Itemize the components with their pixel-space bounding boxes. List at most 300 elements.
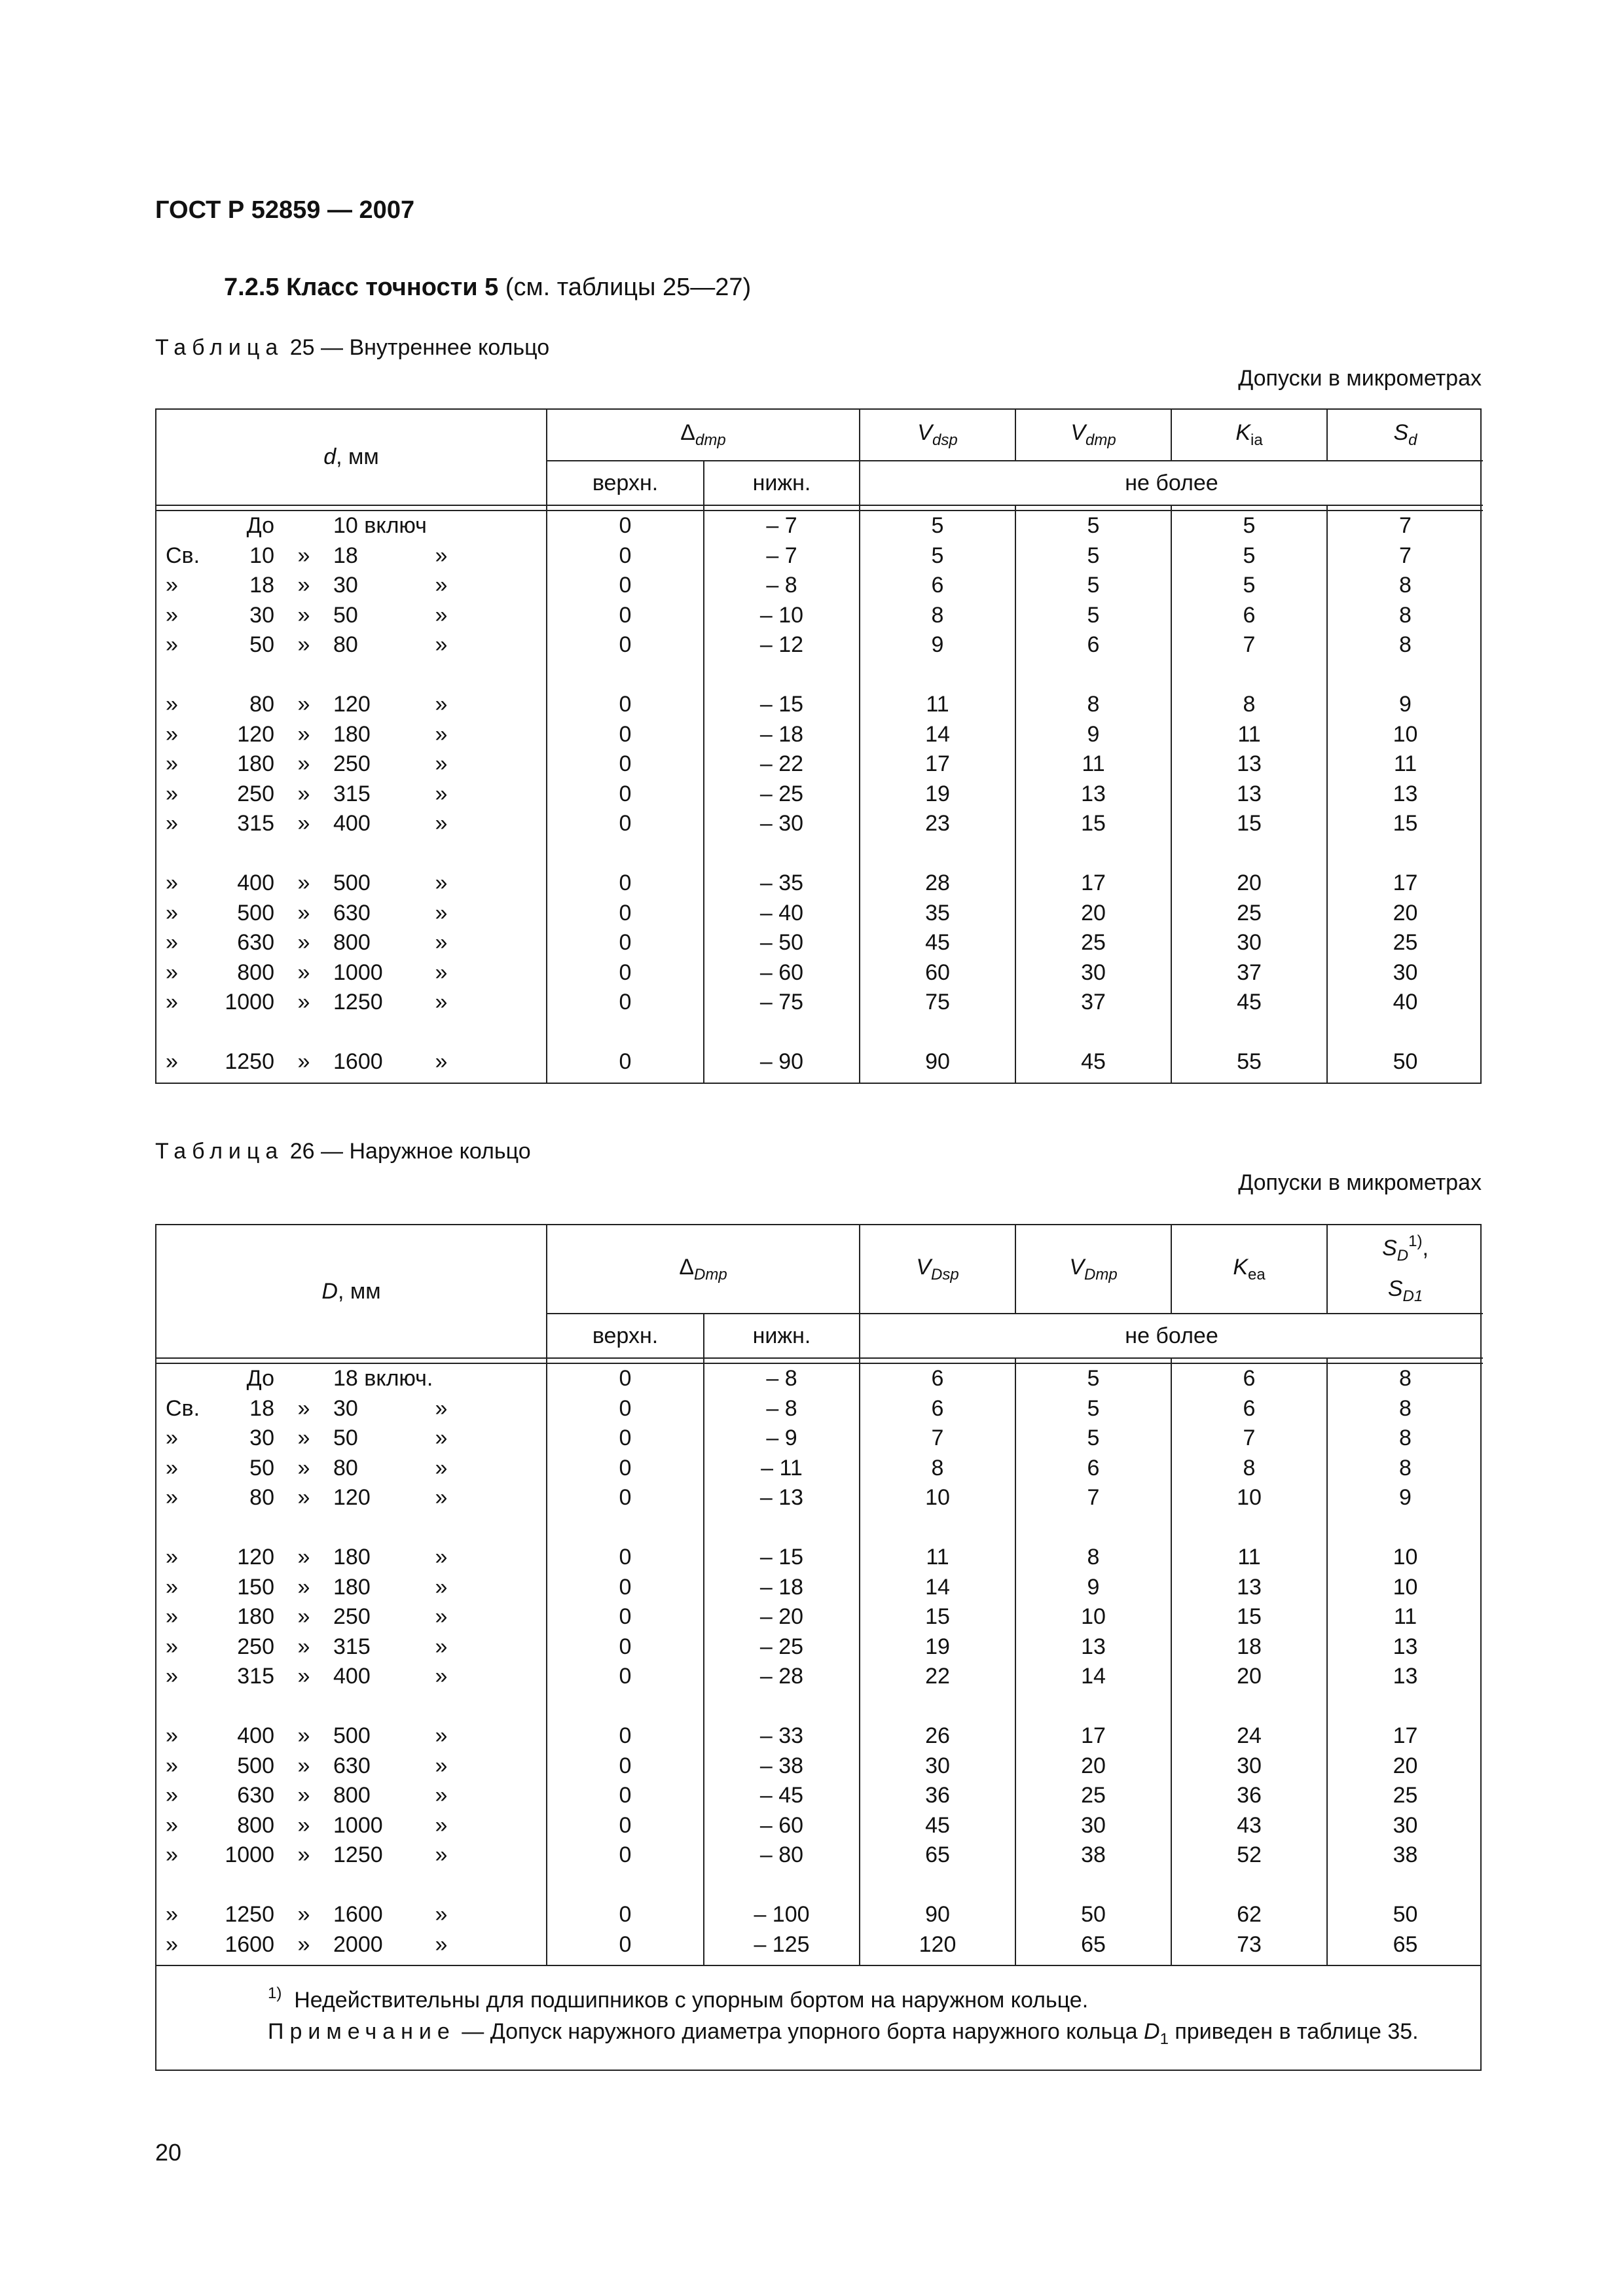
upper-deviation-cell: 0 bbox=[547, 1662, 704, 1692]
size-range-cell bbox=[156, 571, 547, 601]
section-title-rest: (см. таблицы 25—27) bbox=[505, 274, 752, 301]
size-to: 80 bbox=[333, 632, 358, 657]
face-runout-cell: 7 bbox=[1399, 513, 1412, 539]
size-p: » bbox=[166, 811, 178, 836]
v-mp-cell: 20 bbox=[1015, 899, 1171, 929]
v-mp-cell: 15 bbox=[1015, 809, 1171, 839]
runout-cell: 6 bbox=[1171, 601, 1327, 631]
runout-cell: 5 bbox=[1171, 571, 1327, 601]
table-note: Примечание — Допуск наружного диаметра упорного борта наружного кольца $D_1$ приведен в таблице 35. bbox=[268, 2019, 1419, 2048]
size-c: » bbox=[435, 1485, 448, 1510]
size-q: » bbox=[297, 870, 310, 895]
table-row bbox=[156, 988, 1483, 1018]
col-header-s-d: $S_d$ bbox=[1327, 410, 1483, 461]
size-c: » bbox=[435, 870, 448, 895]
upper-deviation-cell: 0 bbox=[547, 749, 704, 780]
lower-deviation-cell: – 28 bbox=[704, 1662, 860, 1692]
v-mp-cell: 8 bbox=[1015, 690, 1171, 720]
v-sp-cell: 14 bbox=[860, 1573, 1015, 1603]
col-header-size: d, мм bbox=[156, 410, 547, 505]
v-mp-cell: 13 bbox=[1015, 1632, 1171, 1662]
runout-cell: 62 bbox=[1171, 1900, 1327, 1930]
col-header-max: не более bbox=[860, 461, 1483, 505]
size-f: 630 bbox=[237, 930, 274, 955]
v-sp-cell: 23 bbox=[860, 809, 1015, 839]
size-to: 80 bbox=[333, 1455, 358, 1480]
runout-cell: 30 bbox=[1171, 1751, 1327, 1782]
face-runout-cell: 11 bbox=[1393, 1604, 1417, 1630]
v-mp-cell: 17 bbox=[1015, 1721, 1171, 1751]
upper-deviation-cell: 0 bbox=[547, 1840, 704, 1871]
v-sp-cell: 36 bbox=[860, 1781, 1015, 1811]
size-to: 1600 bbox=[333, 1049, 383, 1074]
size-c: » bbox=[435, 573, 448, 598]
size-q: » bbox=[297, 960, 310, 985]
size-to: 180 bbox=[333, 1574, 371, 1600]
face-runout-cell: 17 bbox=[1393, 1723, 1418, 1749]
runout-cell: 6 bbox=[1171, 1363, 1327, 1394]
col-header-upper: верхн. bbox=[547, 461, 704, 505]
size-c: » bbox=[435, 811, 448, 836]
runout-cell: 24 bbox=[1171, 1721, 1327, 1751]
lower-deviation-cell: – 10 bbox=[704, 601, 860, 631]
section-title-bold: Класс точности 5 bbox=[286, 274, 499, 301]
v-mp-cell: 5 bbox=[1015, 571, 1171, 601]
size-p: » bbox=[166, 1604, 178, 1629]
face-runout-cell: 8 bbox=[1399, 573, 1412, 598]
v-sp-cell: 19 bbox=[860, 1632, 1015, 1662]
size-c: » bbox=[435, 1545, 448, 1570]
runout-cell: 6 bbox=[1171, 1394, 1327, 1424]
size-range-cell bbox=[156, 988, 547, 1018]
group-spacer bbox=[156, 1692, 1483, 1722]
col-header-k-ea: $K_{ea}$ bbox=[1171, 1225, 1327, 1314]
size-c: » bbox=[435, 692, 448, 717]
face-runout-cell: 9 bbox=[1399, 1485, 1412, 1511]
size-q: » bbox=[297, 1753, 310, 1778]
size-to: 630 bbox=[333, 900, 371, 925]
v-sp-cell: 6 bbox=[860, 571, 1015, 601]
runout-cell: 11 bbox=[1171, 1543, 1327, 1573]
size-p: » bbox=[166, 1485, 178, 1510]
size-p: » bbox=[166, 573, 178, 598]
group-spacer bbox=[156, 660, 1483, 691]
size-c: » bbox=[435, 1753, 448, 1778]
page-number: 20 bbox=[155, 2139, 182, 2166]
group-spacer bbox=[156, 1018, 1483, 1048]
size-p: » bbox=[166, 1634, 178, 1659]
runout-cell: 52 bbox=[1171, 1840, 1327, 1871]
size-range-cell bbox=[156, 1900, 547, 1930]
size-range-cell bbox=[156, 690, 547, 720]
col-header-k-ia: $K_{ia}$ bbox=[1171, 410, 1327, 461]
upper-deviation-cell: 0 bbox=[547, 1424, 704, 1454]
size-to: 180 bbox=[333, 721, 371, 747]
table-row bbox=[156, 1751, 1483, 1782]
v-mp-cell: 20 bbox=[1015, 1751, 1171, 1782]
size-f: 400 bbox=[237, 1723, 274, 1748]
upper-deviation-cell: 0 bbox=[547, 1047, 704, 1077]
size-p: » bbox=[166, 1783, 178, 1808]
table-row bbox=[156, 720, 1483, 750]
col-header-s-d: $S_D^{1)}$, $S_{D1}$ bbox=[1327, 1225, 1483, 1314]
size-q: » bbox=[297, 543, 310, 568]
v-sp-cell: 90 bbox=[860, 1900, 1015, 1930]
runout-cell: 55 bbox=[1171, 1047, 1327, 1077]
size-range-cell bbox=[156, 630, 547, 660]
size-p: » bbox=[166, 1545, 178, 1570]
v-sp-cell: 10 bbox=[860, 1483, 1015, 1513]
upper-deviation-cell: 0 bbox=[547, 988, 704, 1018]
runout-cell: 7 bbox=[1171, 1424, 1327, 1454]
size-q: » bbox=[297, 602, 310, 628]
runout-cell: 15 bbox=[1171, 809, 1327, 839]
v-sp-cell: 11 bbox=[860, 1543, 1015, 1573]
table-26-units: Допуски в микрометрах bbox=[1238, 1170, 1482, 1195]
table-25-caption-label: Таблица bbox=[155, 335, 284, 360]
size-f: 18 bbox=[249, 573, 274, 598]
runout-cell: 5 bbox=[1171, 541, 1327, 571]
v-sp-cell: 6 bbox=[860, 1394, 1015, 1424]
v-sp-cell: 45 bbox=[860, 1811, 1015, 1841]
size-range-cell bbox=[156, 1840, 547, 1871]
runout-cell: 20 bbox=[1171, 1662, 1327, 1692]
table-26 bbox=[155, 1224, 1482, 2071]
lower-deviation-cell: – 7 bbox=[704, 511, 860, 541]
size-to: 18 включ. bbox=[333, 1366, 433, 1391]
v-mp-cell: 14 bbox=[1015, 1662, 1171, 1692]
lower-deviation-cell: – 45 bbox=[704, 1781, 860, 1811]
lower-deviation-cell: – 18 bbox=[704, 1573, 860, 1603]
runout-cell: 45 bbox=[1171, 988, 1327, 1018]
table-row bbox=[156, 1632, 1483, 1662]
size-p: » bbox=[166, 1812, 178, 1838]
size-c: » bbox=[435, 1723, 448, 1748]
size-f: 315 bbox=[237, 811, 274, 836]
size-to: 30 bbox=[333, 1395, 358, 1421]
col-header-lower: нижн. bbox=[704, 1314, 860, 1358]
size-f: 250 bbox=[237, 1634, 274, 1659]
size-c: » bbox=[435, 1902, 448, 1927]
size-to: 2000 bbox=[333, 1931, 383, 1957]
size-c: » bbox=[435, 632, 448, 657]
size-f: 30 bbox=[249, 1426, 274, 1450]
size-q: » bbox=[297, 811, 310, 836]
table-row bbox=[156, 928, 1483, 958]
size-f: 50 bbox=[249, 632, 274, 657]
table-row bbox=[156, 601, 1483, 631]
col-header-max: не более bbox=[860, 1314, 1483, 1358]
size-range-cell bbox=[156, 1454, 547, 1484]
table-row bbox=[156, 899, 1483, 929]
size-range-cell bbox=[156, 1047, 547, 1077]
size-q: » bbox=[297, 1931, 310, 1957]
upper-deviation-cell: 0 bbox=[547, 1811, 704, 1841]
size-p: » bbox=[166, 870, 178, 895]
upper-deviation-cell: 0 bbox=[547, 690, 704, 720]
size-range-cell bbox=[156, 511, 547, 541]
size-c: » bbox=[435, 1664, 448, 1689]
upper-deviation-cell: 0 bbox=[547, 1483, 704, 1513]
lower-deviation-cell: – 12 bbox=[704, 630, 860, 660]
v-sp-cell: 19 bbox=[860, 780, 1015, 810]
face-runout-cell: 17 bbox=[1393, 870, 1418, 896]
table-row bbox=[156, 1424, 1483, 1454]
upper-deviation-cell: 0 bbox=[547, 571, 704, 601]
size-c: » bbox=[435, 1812, 448, 1838]
face-runout-cell: 8 bbox=[1399, 1455, 1412, 1480]
v-mp-cell: 13 bbox=[1015, 780, 1171, 810]
col-header-size: D, мм bbox=[156, 1225, 547, 1358]
size-f: 800 bbox=[237, 1812, 274, 1838]
v-mp-cell: 6 bbox=[1015, 630, 1171, 660]
size-to: 18 bbox=[333, 543, 358, 568]
lower-deviation-cell: – 60 bbox=[704, 1811, 860, 1841]
table-bottom-padding bbox=[156, 1077, 1483, 1083]
size-q: » bbox=[297, 1812, 310, 1838]
v-sp-cell: 35 bbox=[860, 899, 1015, 929]
size-p: » bbox=[166, 1664, 178, 1689]
size-p: Св. bbox=[166, 543, 200, 568]
table-row bbox=[156, 1662, 1483, 1692]
v-mp-cell: 10 bbox=[1015, 1602, 1171, 1632]
size-to: 30 bbox=[333, 573, 358, 598]
upper-deviation-cell: 0 bbox=[547, 601, 704, 631]
size-range-cell bbox=[156, 1662, 547, 1692]
size-q: » bbox=[297, 1545, 310, 1570]
size-f: 10 bbox=[249, 543, 274, 568]
v-mp-cell: 50 bbox=[1015, 1900, 1171, 1930]
size-q: » bbox=[297, 1574, 310, 1600]
size-q: » bbox=[297, 1049, 310, 1074]
runout-cell: 18 bbox=[1171, 1632, 1327, 1662]
runout-cell: 5 bbox=[1171, 511, 1327, 541]
v-sp-cell: 30 bbox=[860, 1751, 1015, 1782]
col-header-v-dmp: $V_{dmp}$ bbox=[1015, 410, 1171, 461]
size-f: 1600 bbox=[225, 1931, 274, 1957]
runout-cell: 8 bbox=[1171, 1454, 1327, 1484]
size-range-cell bbox=[156, 899, 547, 929]
upper-deviation-cell: 0 bbox=[547, 1454, 704, 1484]
size-f: 500 bbox=[237, 900, 274, 925]
face-runout-cell: 30 bbox=[1393, 1812, 1418, 1838]
size-f: 180 bbox=[237, 751, 274, 776]
size-range-cell bbox=[156, 749, 547, 780]
size-q: » bbox=[297, 781, 310, 806]
size-p: » bbox=[166, 1902, 178, 1927]
runout-cell: 43 bbox=[1171, 1811, 1327, 1841]
size-q: » bbox=[297, 1485, 310, 1510]
table-row bbox=[156, 1781, 1483, 1811]
size-range-cell bbox=[156, 1781, 547, 1811]
upper-deviation-cell: 0 bbox=[547, 1602, 704, 1632]
runout-cell: 73 bbox=[1171, 1930, 1327, 1960]
v-mp-cell: 30 bbox=[1015, 1811, 1171, 1841]
size-q: » bbox=[297, 692, 310, 717]
table-25-units: Допуски в микрометрах bbox=[1238, 366, 1482, 391]
size-c: » bbox=[435, 1395, 448, 1421]
table-row bbox=[156, 1573, 1483, 1603]
table-row bbox=[156, 1483, 1483, 1513]
size-q: » bbox=[297, 1604, 310, 1629]
v-sp-cell: 26 bbox=[860, 1721, 1015, 1751]
size-range-cell bbox=[156, 1721, 547, 1751]
size-q: » bbox=[297, 900, 310, 925]
size-c: » bbox=[435, 1049, 448, 1074]
table-row bbox=[156, 690, 1483, 720]
size-range-cell bbox=[156, 958, 547, 988]
size-q: » bbox=[297, 751, 310, 776]
size-to: 1250 bbox=[333, 1842, 383, 1867]
size-c: » bbox=[435, 930, 448, 955]
size-to: 400 bbox=[333, 811, 371, 836]
size-q: » bbox=[297, 930, 310, 955]
table-row bbox=[156, 1900, 1483, 1930]
group-spacer bbox=[156, 1513, 1483, 1543]
size-range-cell bbox=[156, 1930, 547, 1960]
runout-cell: 11 bbox=[1171, 720, 1327, 750]
lower-deviation-cell: – 13 bbox=[704, 1483, 860, 1513]
runout-cell: 7 bbox=[1171, 630, 1327, 660]
lower-deviation-cell: – 125 bbox=[704, 1930, 860, 1960]
table-bottom-padding bbox=[156, 1960, 1483, 1965]
col-header-delta: $\Delta_{Dmp}$ bbox=[547, 1225, 860, 1314]
size-c: » bbox=[435, 543, 448, 568]
size-p: » bbox=[166, 1426, 178, 1450]
v-mp-cell: 6 bbox=[1015, 1454, 1171, 1484]
size-q: » bbox=[297, 1902, 310, 1927]
v-mp-cell: 38 bbox=[1015, 1840, 1171, 1871]
v-mp-cell: 5 bbox=[1015, 1363, 1171, 1394]
size-c: » bbox=[435, 1931, 448, 1957]
lower-deviation-cell: – 75 bbox=[704, 988, 860, 1018]
lower-deviation-cell: – 8 bbox=[704, 1363, 860, 1394]
size-p: » bbox=[166, 692, 178, 717]
table-row bbox=[156, 541, 1483, 571]
size-c: » bbox=[435, 602, 448, 628]
runout-cell: 20 bbox=[1171, 869, 1327, 899]
table-26-footer bbox=[156, 1965, 1480, 2070]
size-c: » bbox=[435, 781, 448, 806]
face-runout-cell: 38 bbox=[1393, 1842, 1418, 1868]
size-f: 18 bbox=[249, 1395, 274, 1421]
size-c: » bbox=[435, 1455, 448, 1480]
face-runout-cell: 10 bbox=[1393, 1545, 1418, 1570]
upper-deviation-cell: 0 bbox=[547, 1363, 704, 1394]
runout-cell: 37 bbox=[1171, 958, 1327, 988]
runout-cell: 13 bbox=[1171, 1573, 1327, 1603]
size-f: 1250 bbox=[225, 1049, 274, 1074]
face-runout-cell: 15 bbox=[1393, 811, 1418, 836]
v-mp-cell: 8 bbox=[1015, 1543, 1171, 1573]
v-sp-cell: 8 bbox=[860, 601, 1015, 631]
size-f: 1000 bbox=[225, 990, 274, 1014]
group-spacer bbox=[156, 839, 1483, 869]
size-c: » bbox=[435, 900, 448, 925]
lower-deviation-cell: – 15 bbox=[704, 690, 860, 720]
size-to: 1000 bbox=[333, 960, 383, 985]
v-sp-cell: 65 bbox=[860, 1840, 1015, 1871]
upper-deviation-cell: 0 bbox=[547, 511, 704, 541]
size-p: » bbox=[166, 1455, 178, 1480]
size-to: 500 bbox=[333, 870, 371, 895]
lower-deviation-cell: – 100 bbox=[704, 1900, 860, 1930]
table-row bbox=[156, 1543, 1483, 1573]
upper-deviation-cell: 0 bbox=[547, 1573, 704, 1603]
upper-deviation-cell: 0 bbox=[547, 720, 704, 750]
table-25-body bbox=[156, 511, 1483, 1083]
size-range-cell bbox=[156, 1394, 547, 1424]
size-to: 1000 bbox=[333, 1812, 383, 1838]
size-q: » bbox=[297, 1723, 310, 1748]
size-p: » bbox=[166, 1753, 178, 1778]
size-p: » bbox=[166, 721, 178, 747]
size-f: 630 bbox=[237, 1783, 274, 1808]
upper-deviation-cell: 0 bbox=[547, 1721, 704, 1751]
face-runout-cell: 20 bbox=[1393, 1753, 1418, 1778]
size-range-cell bbox=[156, 541, 547, 571]
table-row bbox=[156, 749, 1483, 780]
size-to: 50 bbox=[333, 1426, 358, 1450]
v-sp-cell: 75 bbox=[860, 988, 1015, 1018]
size-to: 1600 bbox=[333, 1902, 383, 1927]
v-sp-cell: 45 bbox=[860, 928, 1015, 958]
v-sp-cell: 6 bbox=[860, 1363, 1015, 1394]
upper-deviation-cell: 0 bbox=[547, 1543, 704, 1573]
size-to: 10 включ bbox=[333, 513, 427, 538]
upper-deviation-cell: 0 bbox=[547, 928, 704, 958]
table-row bbox=[156, 1811, 1483, 1841]
size-range-cell bbox=[156, 1424, 547, 1454]
face-runout-cell: 8 bbox=[1399, 602, 1412, 628]
col-header-delta: $\Delta_{dmp}$ bbox=[547, 410, 860, 461]
runout-cell: 8 bbox=[1171, 690, 1327, 720]
lower-deviation-cell: – 15 bbox=[704, 1543, 860, 1573]
section-heading bbox=[224, 274, 751, 302]
size-range-cell bbox=[156, 1573, 547, 1603]
size-c: » bbox=[435, 1783, 448, 1808]
table-26-caption-label: Таблица bbox=[155, 1139, 284, 1164]
size-q: » bbox=[297, 1664, 310, 1689]
size-range-cell bbox=[156, 869, 547, 899]
v-mp-cell: 17 bbox=[1015, 869, 1171, 899]
size-f: 315 bbox=[237, 1664, 274, 1689]
lower-deviation-cell: – 18 bbox=[704, 720, 860, 750]
lower-deviation-cell: – 25 bbox=[704, 1632, 860, 1662]
col-header-upper: верхн. bbox=[547, 1314, 704, 1358]
table-row bbox=[156, 1454, 1483, 1484]
lower-deviation-cell: – 9 bbox=[704, 1424, 860, 1454]
lower-deviation-cell: – 38 bbox=[704, 1751, 860, 1782]
size-f: 1000 bbox=[225, 1842, 274, 1867]
v-mp-cell: 5 bbox=[1015, 1394, 1171, 1424]
lower-deviation-cell: – 35 bbox=[704, 869, 860, 899]
lower-deviation-cell: – 20 bbox=[704, 1602, 860, 1632]
size-c: » bbox=[435, 1574, 448, 1600]
v-mp-cell: 37 bbox=[1015, 988, 1171, 1018]
size-p: » bbox=[166, 990, 178, 1014]
v-mp-cell: 9 bbox=[1015, 720, 1171, 750]
upper-deviation-cell: 0 bbox=[547, 1751, 704, 1782]
size-range-cell bbox=[156, 1483, 547, 1513]
runout-cell: 13 bbox=[1171, 749, 1327, 780]
lower-deviation-cell: – 8 bbox=[704, 1394, 860, 1424]
table-25-caption-rest: 25 — Внутреннее кольцо bbox=[289, 335, 550, 360]
lower-deviation-cell: – 7 bbox=[704, 541, 860, 571]
size-to: 120 bbox=[333, 692, 371, 717]
size-p: » bbox=[166, 632, 178, 657]
size-f: 120 bbox=[237, 721, 274, 747]
